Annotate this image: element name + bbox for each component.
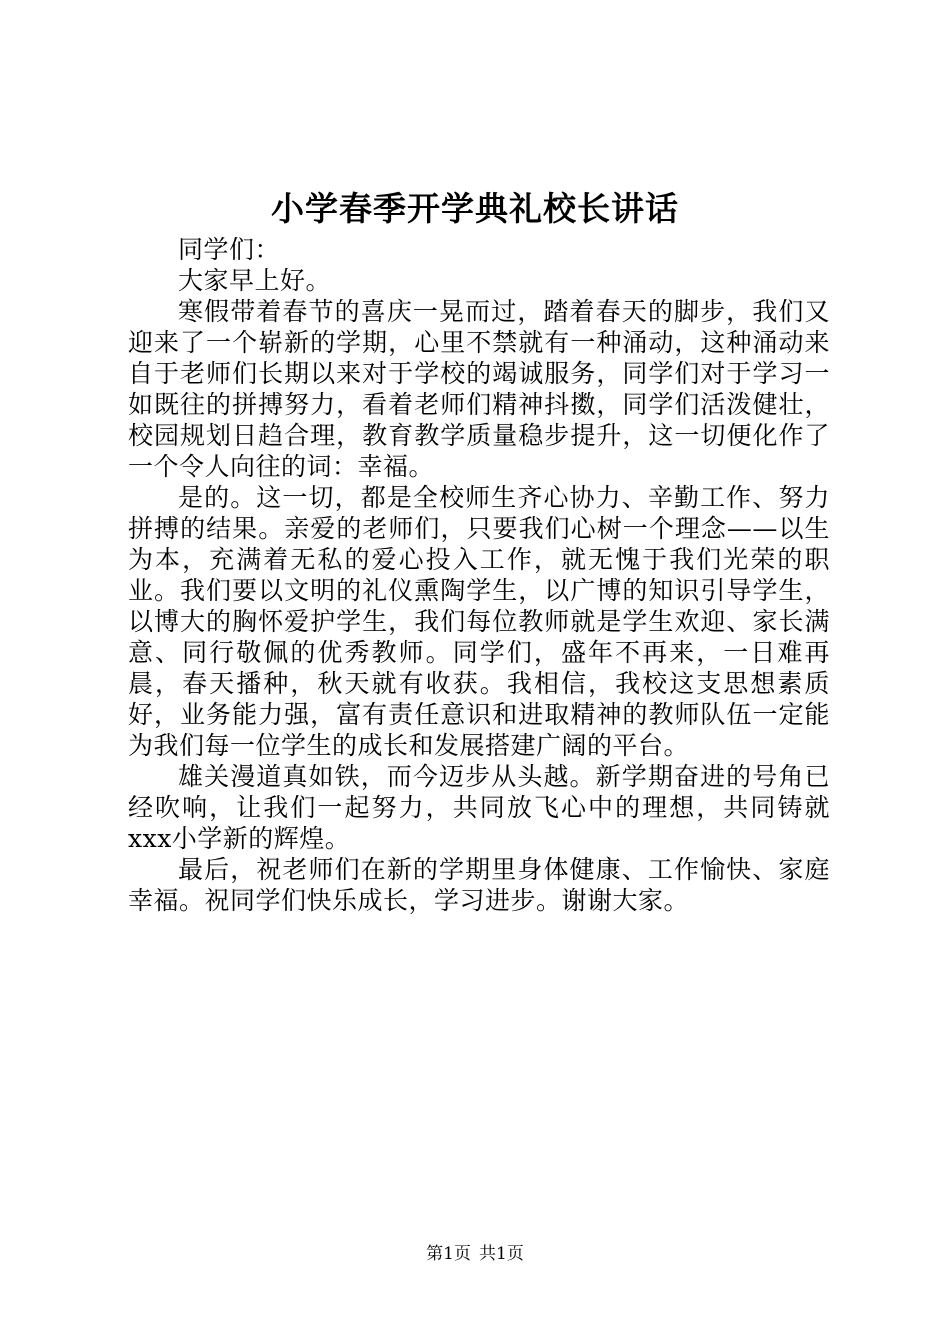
document-body: [128, 234, 830, 916]
paragraph-2: 是的。这一切，都是全校师生齐心协力、辛勤工作、努力拼搏的结果。亲爱的老师们，只要我们心树一个理念——以生为本，充满着无私的爱心投入工作，就无愧于我们光荣的职业。我们要以文明的礼仪熏陶学生，以广博的知识引导学生，以博大的胸怀爱护学生，我们每位教师就是学生欢迎、家长满意、同行敬佩的优秀教师。同学们，盛年不再来，一日难再晨，春天播种，秋天就有收获。我相信，我校这支思想素质好，业务能力强，富有责任意识和进取精神的教师队伍一定能为我们每一位学生的成长和发展搭建广阔的平台。: [128, 483, 830, 760]
paragraph-1: 寒假带着春节的喜庆一晃而过，踏着春天的脚步，我们又迎来了一个崭新的学期，心里不禁就有一种涌动，这种涌动来自于老师们长期以来对于学校的竭诚服务，同学们对于学习一如既往的拼搏努力，看着老师们精神抖擞，同学们活泼健壮，校园规划日趋合理，教育教学质量稳步提升，这一切便化作了一个令人向往的词：幸福。: [128, 297, 830, 481]
document-title: 小学春季开学典礼校长讲话: [271, 189, 679, 228]
paragraph-closing: 最后，祝老师们在新的学期里身体健康、工作愉快、家庭幸福。祝同学们快乐成长，学习进步。谢谢大家。: [128, 855, 830, 915]
page-footer: [0, 1243, 950, 1265]
paragraph-salutation: 同学们：: [178, 235, 281, 264]
page-number-current: 第1页: [426, 1244, 471, 1264]
page-number-total: 共1页: [479, 1244, 524, 1264]
paragraph-greeting: 大家早上好。: [178, 266, 332, 295]
paragraph-3: 雄关漫道真如铁，而今迈步从头越。新学期奋进的号角已经吹响，让我们一起努力，共同放飞心中的理想，共同铸就xxx小学新的辉煌。: [128, 762, 830, 853]
